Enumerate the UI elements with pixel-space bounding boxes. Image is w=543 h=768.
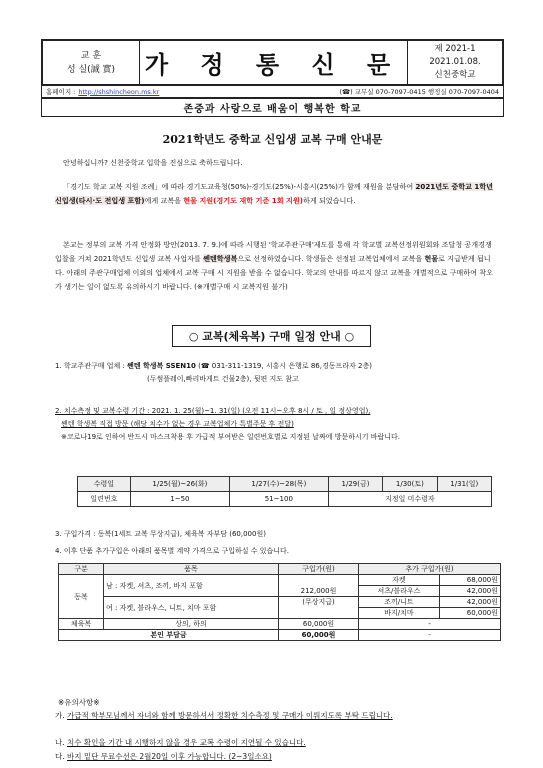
greeting: 안녕하십니까? 신천중학교 입학을 진심으로 축하드립니다.	[63, 158, 243, 167]
table-header-cell: 품목	[104, 564, 279, 575]
note-b-label: 나.	[55, 738, 65, 747]
note-a-text: 가급적 학부모님께서 자녀와 함께 방문하셔서 정확한 치수측정 및 구매가 이뤄지도록 부탁 드립니다.	[67, 711, 393, 720]
schedule-heading-box: ○ 교복(체육복) 구매 일정 안내 ○	[172, 325, 371, 347]
para1-support: 현물 지원(경기도 재학 기준 1회 지원)	[183, 196, 303, 205]
note-c-text: 바지 밑단 무료수선은 2월20일 이후 가능합니다. (2~3일소요)	[67, 752, 272, 761]
item1-location: (두썸플레이,빠리바게트 건물2층), 뒷편 지도 참고	[147, 375, 299, 383]
table-header-cell: 구분	[59, 564, 104, 575]
item2-covid-note: ※코로나19로 인하여 반드시 마스크착용 후 가급적 부여받은 일련번호별로 지정된 날짜에 방문하시기 바랍니다.	[61, 433, 401, 441]
table-row	[59, 619, 501, 630]
table-cell: 자켓	[359, 575, 440, 586]
table-header-cell: 추가 구입가(원)	[359, 564, 501, 575]
homepage-link[interactable]: http://shshincheon.ms.kr	[78, 87, 160, 96]
table-cell: -	[359, 619, 501, 630]
para1-c: 에게 교복을	[144, 196, 184, 205]
schedule-table-header	[78, 477, 492, 492]
item-extra-purchase: 4. 이후 단품 추가구입은 아래의 품목별 계약 가격으로 구입하실 수 있습니다.	[55, 547, 290, 555]
table-cell: 60,000원	[279, 619, 359, 630]
table-row	[78, 492, 492, 507]
para1-e: 하게 되었습니다.	[302, 196, 356, 205]
table-cell: 수령일	[78, 477, 131, 492]
table-cell: 상의, 하의	[104, 619, 279, 630]
school-slogan: 존중과 사랑으로 배움이 행복한 학교	[41, 98, 504, 117]
homepage-label: 홈페이지 :	[46, 88, 76, 96]
issue-date: 2021.01.08.	[429, 57, 481, 67]
paragraph-support	[55, 180, 495, 208]
motto-label: 교 훈	[80, 50, 102, 61]
paragraph-vendor	[55, 238, 495, 294]
table-row	[59, 630, 501, 641]
table-row	[59, 597, 501, 608]
item2-visit: 쎈텐 학생복 직접 방문 (해당 치수가 없는 경우 교복업체가 특별주문 후 전달)	[61, 420, 294, 428]
table-cell: 셔츠/블라우스	[359, 586, 440, 597]
phone-numbers: (☎) 교무실 070-7097-0415 행정실 070-7097-0404	[339, 88, 499, 96]
table-cell: 1/27(수)~28(목)	[229, 477, 328, 492]
para2-vendor: 쎈텐학생복	[203, 254, 238, 263]
table-cell: 1/31(일)	[437, 477, 491, 492]
table-cell: -	[359, 630, 501, 641]
issue-number: 제 2021-1	[434, 44, 476, 54]
table-cell: 본인 부담금	[59, 630, 279, 641]
para2-c: 으로 선정하였습니다. 학생들은 선정된 교복업체에서 교복을	[237, 254, 425, 263]
table-cell: 68,000원	[439, 575, 500, 586]
para1-target: 2021년도 중학교 1학년 신입생(타시·도 전입생 포함)	[55, 182, 494, 205]
table-cell: 42,000원	[439, 586, 500, 597]
table-cell: 60,000원	[279, 630, 359, 641]
item-period	[55, 405, 500, 444]
table-cell: 동복	[59, 575, 104, 619]
product-price-table	[58, 563, 501, 641]
product-table-header	[59, 564, 501, 575]
table-cell: 212,000원	[279, 575, 359, 597]
table-cell: 체육복	[59, 619, 104, 630]
item-price: 3. 구입가격 : 동복(1세트 교복 무상지급), 체육복 자부담 (60,000원)	[55, 530, 266, 538]
item1-vendor: 쎈텐 학생복 SSEN10	[127, 362, 196, 370]
table-row	[59, 575, 501, 586]
document-title: 2021학년도 중학교 신입생 교복 구매 안내문	[162, 133, 383, 146]
contact-bar	[41, 86, 504, 98]
item2-period: 2. 치수측정 및 교복수령 기간 : 2021. 1. 25(월)~1. 31(일) (오전 11시~오후 8시 / 토 , 일 정상영업),	[55, 407, 371, 415]
table-cell: 1/29(금)	[328, 477, 382, 492]
note-a-label: 가.	[55, 711, 65, 720]
note-b-text: 치수 확인을 기간 내 시행하지 않을 경우 교복 수령이 지연될 수 있습니다.	[67, 738, 306, 747]
table-cell: 바지/치마	[359, 608, 440, 619]
newsletter-header	[41, 39, 504, 86]
table-cell: 42,000원	[439, 597, 500, 608]
table-cell: 남 : 자켓, 셔츠, 조끼, 바지 포함	[104, 575, 279, 597]
table-cell: 60,000원	[439, 608, 500, 619]
table-cell: 1/30(토)	[383, 477, 437, 492]
table-cell: 51~100	[229, 492, 328, 507]
note-b	[55, 737, 495, 749]
school-name: 신천중학교	[434, 70, 476, 80]
table-cell: 1~50	[130, 492, 229, 507]
para2-e: 로 지급받게 됩니다. 아래의 주관구매업체 이외의 업체에서 교복 구매 시 지원을 받을 수 없습니다. 학교의 안내를 따르지 않고 교복을 개별적으로 구매하여 착오가 생기는 일이 없도록 유의하시기 바랍니다. (※개별구매 시 교복지원 불가)	[55, 254, 493, 291]
item-vendor	[55, 360, 500, 386]
para1-a: 「경기도 학교 교복 지원 조례」에 따라 경기도교육청(50%)-경기도(25%)-시흥시(25%)가 함께 재원을 분담하여	[63, 182, 416, 191]
para2-inkind: 현물	[424, 254, 439, 263]
schedule-table	[77, 476, 492, 507]
table-cell: 지정일 미수령자	[328, 492, 491, 507]
table-header-cell: 구입가(원)	[279, 564, 359, 575]
table-cell: 일련번호	[78, 492, 131, 507]
note-c-label: 다.	[55, 752, 65, 761]
table-cell: 여 : 자켓, 블라우스, 니트, 치마 포함	[104, 597, 279, 619]
note-c	[55, 751, 495, 763]
table-cell: (무상지급)	[279, 597, 359, 619]
table-cell: 조끼/니트	[359, 597, 440, 608]
motto-text: 성 실(誠 實)	[66, 64, 116, 75]
item1-contact: (☎ 031-311-1319, 시흥시 은행로 86,경동프라자 2층)	[195, 362, 372, 370]
newsletter-title: 가 정 통 신 문	[144, 50, 403, 79]
issue-info	[407, 41, 502, 84]
notes-title: ※유의사항※	[58, 698, 100, 707]
note-a	[55, 710, 495, 722]
item1-label: 1. 학교주관구매 업체 :	[55, 362, 128, 370]
para2-a: 본교는 정부의 교복 가격 안정화 방안(2013. 7. 9.)에 따라 시행된 '학교주관구매'제도를 통해 각 학교별 교복선정위원회와 조달청 공개경쟁입찰을 거쳐 2021학년도 신입생 교복 사업자를	[55, 240, 492, 263]
schedule-heading	[0, 325, 543, 347]
school-motto	[43, 41, 140, 84]
table-cell: 1/25(월)~26(화)	[130, 477, 229, 492]
